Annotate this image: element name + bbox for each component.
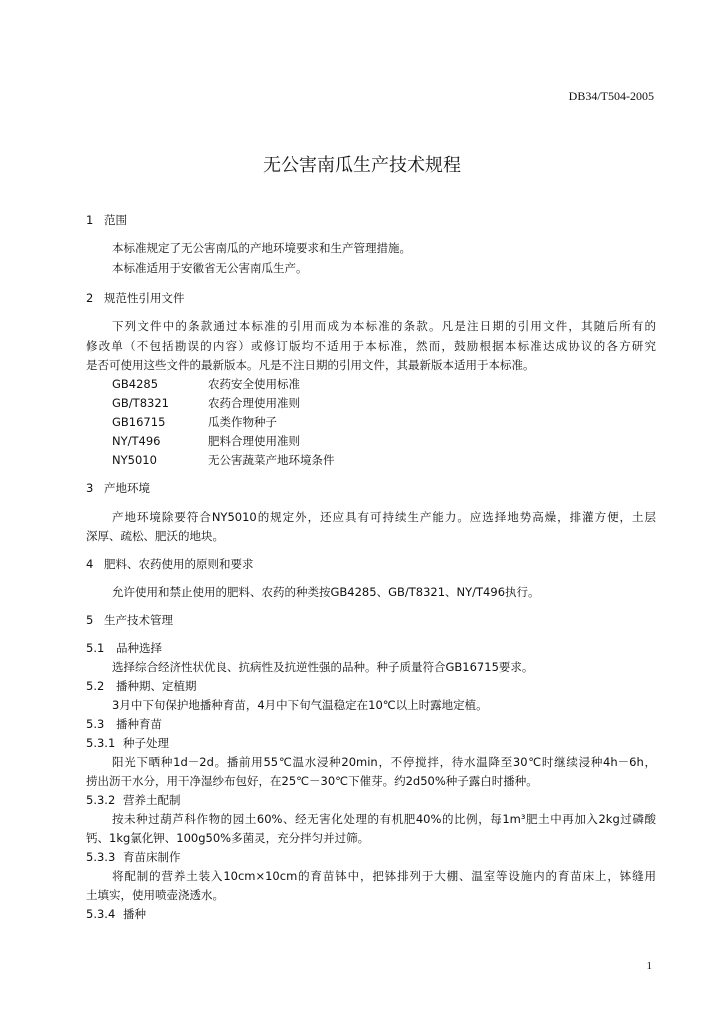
section-title: 产地环境 [104,481,150,495]
subsection-number: 5.3.2 [86,793,116,807]
section-number: 4 [86,557,94,571]
paragraph-line: 修改单（不包括勘误的内容）或修订版均不适用于本标准，然而，鼓励根据本标准达成协议的各方研究 [86,339,656,353]
subsection-number: 5.3.1 [86,736,116,750]
section-number: 3 [86,481,94,495]
paragraph: 本标准适用于安徽省无公害南瓜生产。 [112,261,308,275]
paragraph-line: 产地环境除要符合NY5010的规定外，还应具有可持续生产能力。应选择地势高燥，排灌方便，土层 [112,510,656,524]
section-2-heading [86,290,185,306]
subsection-5-3-heading [86,716,162,732]
reference-name: 农药安全使用标准 [208,377,300,391]
paragraph-line: 按未种过葫芦科作物的园土60%、经无害化处理的有机肥40%的比例，每1m³肥土中再加入2kg过磷酸 [112,812,656,826]
subsection-number: 5.3.3 [86,850,116,864]
reference-name: 瓜类作物种子 [208,415,277,429]
reference-item [112,414,277,430]
subsection-title: 播种育苗 [116,717,162,731]
section-title: 生产技术管理 [104,613,173,627]
reference-item [112,376,300,392]
subsection-number: 5.2 [86,679,105,693]
paragraph-line: 土填实，使用喷壶浇透水。 [86,888,224,902]
subsection-title: 种子处理 [123,736,169,750]
paragraph-line: 捞出沥干水分，用干净湿纱布包好，在25℃－30℃下催芽。约2d50%种子露白时播种。 [86,774,538,788]
page-number: 1 [646,960,652,972]
section-4-heading [86,556,254,572]
subsection-5-1-heading [86,640,162,656]
subsection-title: 品种选择 [116,641,162,655]
subsection-5-3-2-heading [86,792,181,808]
paragraph-line: 将配制的营养土装入10cm×10cm的育苗钵中，把钵排列于大棚、温室等设施内的育苗床上，钵缝用 [112,869,656,883]
section-number: 1 [86,213,94,227]
reference-code: NY5010 [112,453,157,467]
subsection-title: 营养土配制 [123,793,181,807]
section-number: 2 [86,291,94,305]
section-3-heading [86,480,150,496]
paragraph: 本标准规定了无公害南瓜的产地环境要求和生产管理措施。 [112,241,411,255]
paragraph-line: 深厚、疏松、肥沃的地块。 [86,529,224,543]
section-title: 规范性引用文件 [104,291,185,305]
reference-item [112,433,300,449]
reference-code: GB16715 [112,415,166,429]
reference-code: GB4285 [112,377,159,391]
subsection-5-3-4-heading [86,906,146,922]
reference-item [112,452,335,468]
standard-code: DB34/T504-2005 [568,89,654,103]
subsection-number: 5.3.4 [86,907,116,921]
subsection-5-3-3-heading [86,849,181,865]
paragraph: 允许使用和禁止使用的肥料、农药的种类按GB4285、GB/T8321、NY/T496执行。 [112,585,540,599]
subsection-title: 播种 [123,907,146,921]
subsection-5-2-heading [86,678,197,694]
paragraph-line: 钙、1kg氯化钾、100g50%多菌灵，充分拌匀并过筛。 [86,831,370,845]
subsection-5-3-1-heading [86,735,169,751]
subsection-title: 播种期、定植期 [116,679,197,693]
section-1-heading [86,212,127,228]
reference-code: GB/T8321 [112,396,169,410]
document-title: 无公害南瓜生产技术规程 [263,155,461,176]
section-title: 范围 [104,213,127,227]
section-title: 肥料、农药使用的原则和要求 [104,557,254,571]
reference-item [112,395,300,411]
paragraph: 选择综合经济性状优良、抗病性及抗逆性强的品种。种子质量符合GB16715要求。 [112,660,534,674]
paragraph-line: 下列文件中的条款通过本标准的引用而成为本标准的条款。凡是注日期的引用文件，其随后所有的 [112,319,656,333]
paragraph-line: 是否可使用这些文件的最新版本。凡是不注日期的引用文件，其最新版本适用于本标准。 [86,358,535,372]
reference-name: 农药合理使用准则 [208,396,300,410]
paragraph-line: 阳光下晒种1d－2d。播前用55℃温水浸种20min，不停搅拌，待水温降至30℃时继续浸种4h－6h， [112,755,656,769]
subsection-number: 5.1 [86,641,105,655]
section-number: 5 [86,613,94,627]
subsection-number: 5.3 [86,717,105,731]
reference-name: 肥料合理使用准则 [208,434,300,448]
section-5-heading [86,612,173,628]
subsection-title: 育苗床制作 [123,850,181,864]
paragraph: 3月中下旬保护地播种育苗，4月中下旬气温稳定在10℃以上时露地定植。 [112,698,488,712]
reference-code: NY/T496 [112,434,161,448]
reference-name: 无公害蔬菜产地环境条件 [208,453,335,467]
